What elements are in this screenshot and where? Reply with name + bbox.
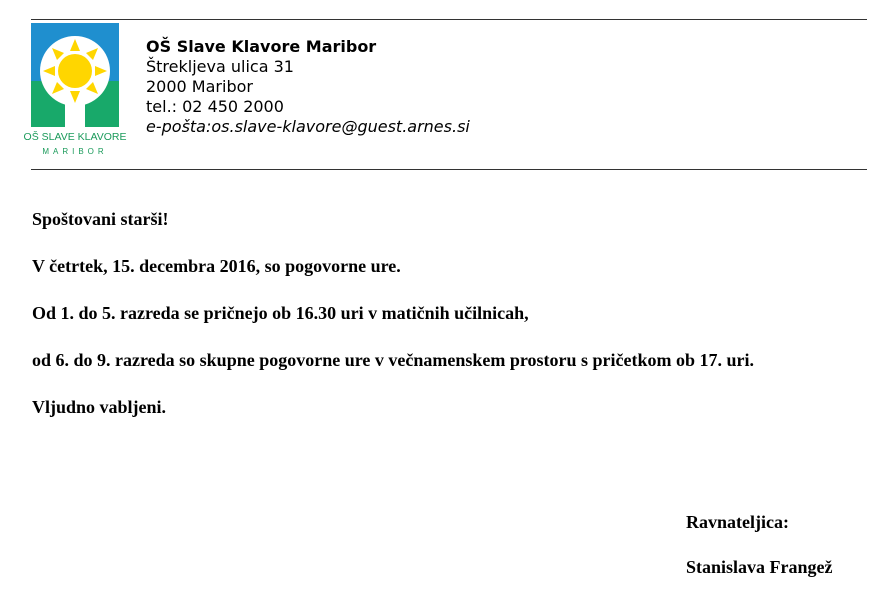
school-email: e-pošta:os.slave-klavore@guest.arnes.si (146, 117, 470, 136)
school-name: OŠ Slave Klavore Maribor (146, 37, 377, 56)
school-phone: tel.: 02 450 2000 (146, 97, 284, 116)
letter-line-grades-1-5: Od 1. do 5. razreda se pričnejo ob 16.30 uri v matičnih učilnicah, (32, 303, 529, 323)
signature-block (686, 509, 833, 599)
logo-text-city: MARIBOR (42, 147, 108, 156)
letter-body (32, 206, 754, 441)
letter-closing: Vljudno vabljeni. (32, 397, 167, 417)
signature-name: Stanislava Frangež (686, 557, 833, 577)
letter-line-grades-6-9: od 6. do 9. razreda so skupne pogovorne ure v večnamenskem prostoru s pričetkom ob 17. uri. (32, 350, 755, 370)
header-bottom-rule (31, 169, 867, 170)
school-sun-logo-icon (23, 23, 127, 157)
signature-role: Ravnateljica: (686, 512, 789, 532)
letter-greeting: Spoštovani starši! (32, 209, 169, 229)
school-address-block (146, 37, 470, 137)
school-city: 2000 Maribor (146, 77, 253, 96)
letter-line-date: V četrtek, 15. decembra 2016, so pogovorne ure. (32, 256, 401, 276)
header-top-rule (31, 19, 867, 20)
logo-text-school: OŠ SLAVE KLAVORE (23, 131, 127, 143)
school-street: Štrekljeva ulica 31 (146, 57, 294, 76)
